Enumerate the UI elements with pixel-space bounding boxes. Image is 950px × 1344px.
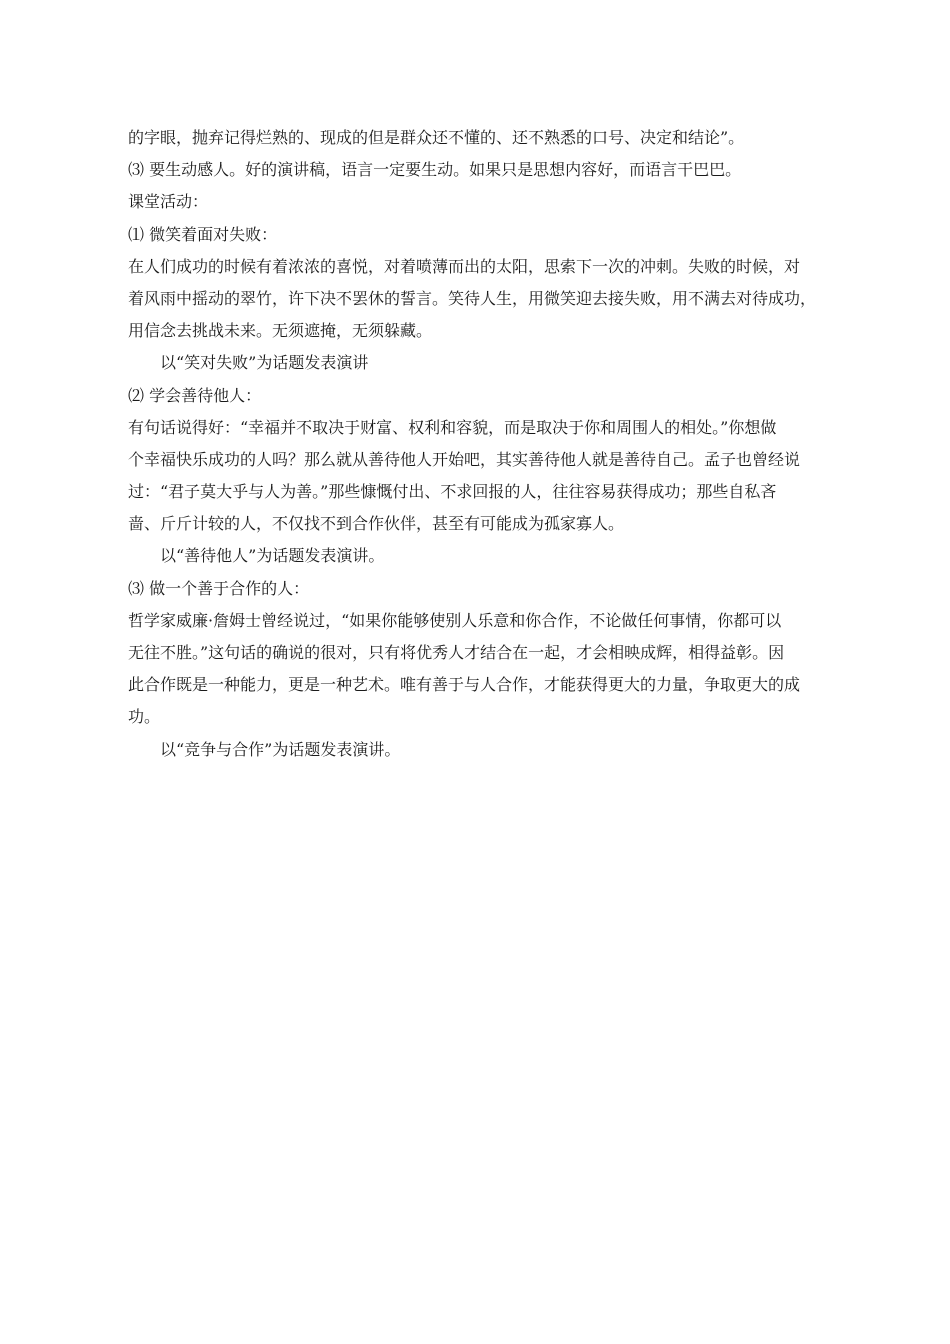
activity-2-heading: ⑵ 学会善待他人： [128, 385, 262, 405]
paragraph-line: 功。 [128, 707, 161, 727]
activity-1-heading: ⑴ 微笑着面对失败： [128, 224, 278, 244]
activity-3-paragraph [128, 605, 840, 734]
activity-3-topic: 以“竞争与合作”为话题发表演讲。 [160, 739, 401, 759]
activity-2-topic: 以“善待他人”为话题发表演讲。 [160, 546, 385, 566]
paragraph-line: 此合作既是一种能力，更是一种艺术。唯有善于与人合作，才能获得更大的力量，争取更大的成 [128, 675, 801, 695]
paragraph-line: 有句话说得好：“幸福并不取决于财富、权利和容貌，而是取决于你和周围人的相处。”你想做 [128, 417, 777, 437]
activity-2-paragraph [128, 412, 840, 541]
paragraph-line: 用信念去挑战未来。无须遮掩，无须躲藏。 [128, 321, 433, 341]
text-line: 的字眼，抛弃记得烂熟的、现成的但是群众还不懂的、还不熟悉的口号、决定和结论”。 [128, 128, 745, 147]
paragraph-line: 无往不胜。”这句话的确说的很对，只有将优秀人才结合在一起，才会相映成辉，相得益彰。因 [128, 643, 785, 662]
paragraph-line: 着风雨中摇动的翠竹，许下决不罢休的誓言。笑待人生，用微笑迎去接失败，用不满去对待成功， [128, 288, 817, 308]
point-3-vivid: ⑶ 要生动感人。好的演讲稿，语言一定要生动。如果只是思想内容好，而语言干巴巴。 [128, 160, 742, 180]
paragraph-line: 个幸福快乐成功的人吗？那么就从善待他人开始吧，其实善待他人就是善待自己。孟子也曾经说 [128, 449, 801, 469]
section-heading-class-activity: 课堂活动： [128, 192, 209, 212]
activity-1-topic: 以“笑对失败”为话题发表演讲 [160, 353, 369, 373]
paragraph-line: 过：“君子莫大乎与人为善。”那些慷慨付出、不求回报的人，往往容易获得成功；那些自私吝 [128, 482, 777, 502]
paragraph-line: 啬、斤斤计较的人，不仅找不到合作伙伴，甚至有可能成为孤家寡人。 [128, 514, 625, 534]
paragraph-line: 在人们成功的时候有着浓浓的喜悦，对着喷薄而出的太阳，思索下一次的冲刺。失败的时候，对 [128, 256, 801, 276]
document-page [128, 122, 840, 766]
paragraph-line: 哲学家威廉·詹姆士曾经说过，“如果你能够使别人乐意和你合作，不论做任何事情，你都可以 [128, 610, 782, 630]
activity-1-paragraph [128, 251, 840, 348]
activity-3-heading: ⑶ 做一个善于合作的人： [128, 578, 310, 598]
